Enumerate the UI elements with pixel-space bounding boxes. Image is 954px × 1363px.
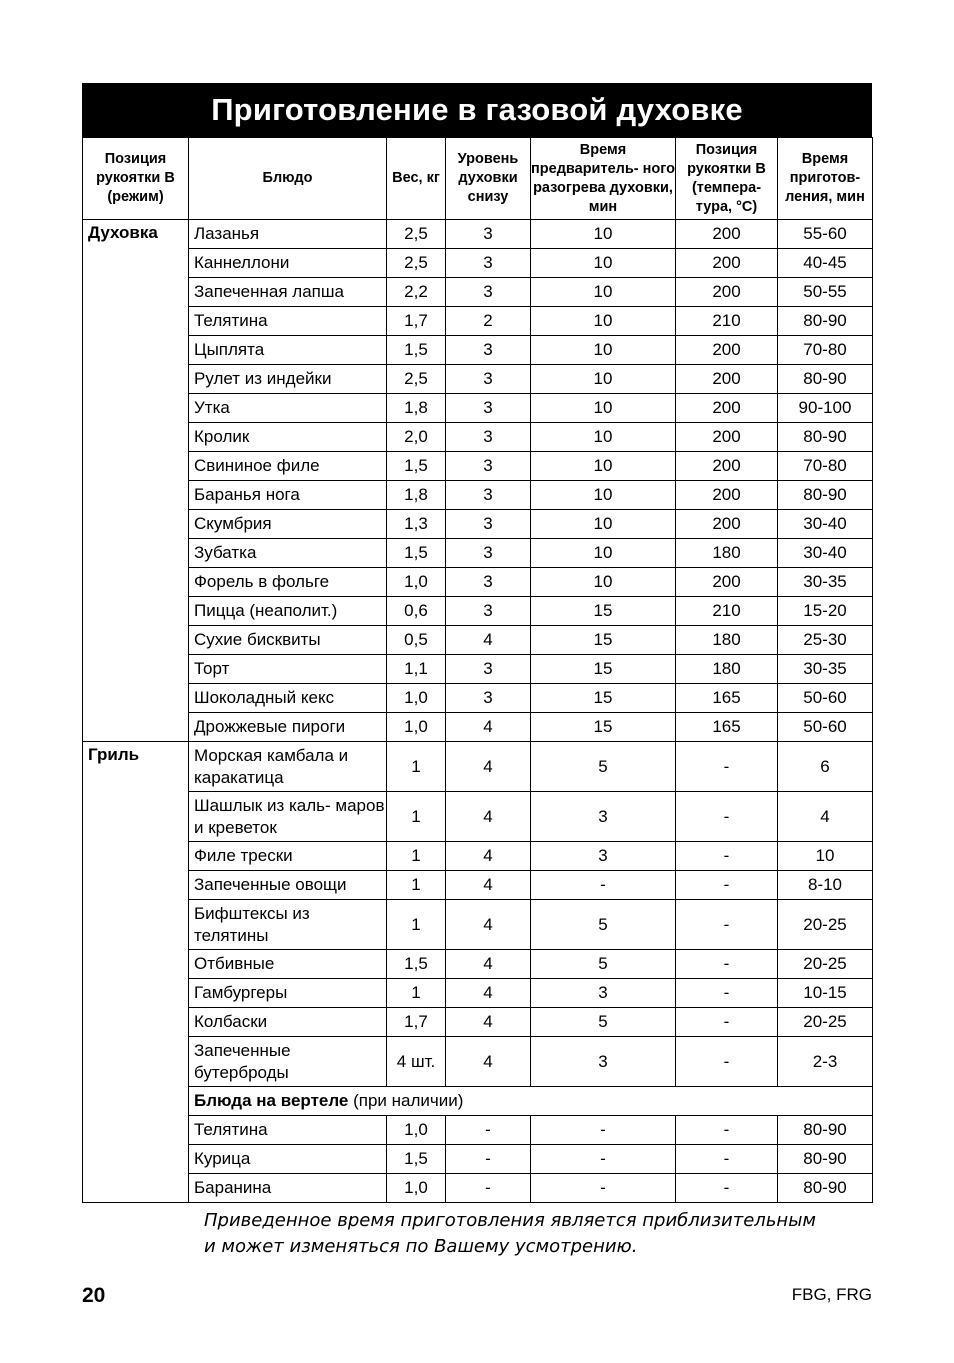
preheat-cell: 10 (531, 307, 676, 336)
preheat-cell: 10 (531, 278, 676, 307)
temp-cell: - (676, 1174, 778, 1203)
cook-cell: 20-25 (778, 900, 873, 950)
spit-heading-note: (при наличии) (348, 1091, 464, 1110)
footnote-line-2: и может изменяться по Вашему усмотрению. (204, 1236, 638, 1257)
preheat-cell: 10 (531, 336, 676, 365)
preheat-cell: 5 (531, 950, 676, 979)
spit-heading (189, 1087, 873, 1116)
header-row (83, 138, 873, 220)
preheat-cell: 10 (531, 365, 676, 394)
dish-cell: Шашлык из каль- маров и креветок (189, 792, 387, 842)
temp-cell: 200 (676, 336, 778, 365)
preheat-cell: 15 (531, 684, 676, 713)
table-row (83, 950, 873, 979)
cook-cell: 80-90 (778, 365, 873, 394)
table-row (83, 1008, 873, 1037)
preheat-cell: 5 (531, 1008, 676, 1037)
cook-cell: 80-90 (778, 307, 873, 336)
table-row (83, 684, 873, 713)
spit-heading-row (83, 1087, 873, 1116)
weight-cell: 1 (387, 742, 446, 792)
temp-cell: 165 (676, 713, 778, 742)
temp-cell: - (676, 842, 778, 871)
weight-cell: 1,5 (387, 452, 446, 481)
temp-cell: - (676, 792, 778, 842)
header-weight: Вес, кг (387, 138, 446, 220)
temp-cell: 180 (676, 626, 778, 655)
cook-cell: 80-90 (778, 423, 873, 452)
cook-cell: 10-15 (778, 979, 873, 1008)
temp-cell: - (676, 979, 778, 1008)
preheat-cell: 15 (531, 655, 676, 684)
weight-cell: 1 (387, 871, 446, 900)
table-row (83, 336, 873, 365)
preheat-cell: - (531, 1145, 676, 1174)
table-row (83, 1174, 873, 1203)
table-row (83, 626, 873, 655)
level-cell: 3 (446, 655, 531, 684)
level-cell: 3 (446, 481, 531, 510)
dish-cell: Запеченная лапша (189, 278, 387, 307)
level-cell: 3 (446, 220, 531, 249)
level-cell: - (446, 1145, 531, 1174)
level-cell: 3 (446, 452, 531, 481)
level-cell: 4 (446, 979, 531, 1008)
temp-cell: - (676, 1116, 778, 1145)
cook-cell: 80-90 (778, 1174, 873, 1203)
level-cell: 3 (446, 423, 531, 452)
preheat-cell: 10 (531, 481, 676, 510)
dish-cell: Баранья нога (189, 481, 387, 510)
table-row (83, 481, 873, 510)
spit-heading-label: Блюда на вертеле (194, 1091, 349, 1110)
level-cell: 3 (446, 249, 531, 278)
preheat-cell: 15 (531, 597, 676, 626)
level-cell: - (446, 1116, 531, 1145)
cook-cell: 50-60 (778, 713, 873, 742)
table-row (83, 278, 873, 307)
weight-cell: 2,5 (387, 249, 446, 278)
weight-cell: 1,8 (387, 394, 446, 423)
cook-cell: 2-3 (778, 1037, 873, 1087)
table-row (83, 1116, 873, 1145)
preheat-cell: 10 (531, 539, 676, 568)
preheat-cell: 15 (531, 626, 676, 655)
level-cell: 3 (446, 336, 531, 365)
dish-cell: Колбаски (189, 1008, 387, 1037)
preheat-cell: 15 (531, 713, 676, 742)
temp-cell: - (676, 950, 778, 979)
cook-cell: 20-25 (778, 950, 873, 979)
table-row (83, 742, 873, 792)
table-row (83, 655, 873, 684)
mode-grill: Гриль (83, 742, 189, 1203)
preheat-cell: 5 (531, 900, 676, 950)
weight-cell: 1,1 (387, 655, 446, 684)
dish-cell: Кролик (189, 423, 387, 452)
temp-cell: 200 (676, 278, 778, 307)
dish-cell: Торт (189, 655, 387, 684)
preheat-cell: 10 (531, 568, 676, 597)
weight-cell: 1 (387, 979, 446, 1008)
cook-cell: 90-100 (778, 394, 873, 423)
table-row (83, 307, 873, 336)
cook-cell: 80-90 (778, 1116, 873, 1145)
weight-cell: 2,5 (387, 365, 446, 394)
temp-cell: 200 (676, 220, 778, 249)
cook-cell: 4 (778, 792, 873, 842)
cook-cell: 30-40 (778, 510, 873, 539)
header-dish: Блюдо (189, 138, 387, 220)
weight-cell: 1,7 (387, 1008, 446, 1037)
table-row (83, 1145, 873, 1174)
weight-cell: 2,5 (387, 220, 446, 249)
temp-cell: 200 (676, 394, 778, 423)
temp-cell: - (676, 900, 778, 950)
table-row (83, 871, 873, 900)
cook-cell: 15-20 (778, 597, 873, 626)
weight-cell: 1 (387, 792, 446, 842)
mode-oven: Духовка (83, 220, 189, 742)
cook-cell: 70-80 (778, 452, 873, 481)
weight-cell: 4 шт. (387, 1037, 446, 1087)
preheat-cell: 3 (531, 792, 676, 842)
dish-cell: Скумбрия (189, 510, 387, 539)
header-preheat: Время предваритель- ного разогрева духовки, мин (531, 138, 676, 220)
dish-cell: Морская камбала и каракатица (189, 742, 387, 792)
table-row (83, 597, 873, 626)
weight-cell: 1,0 (387, 1116, 446, 1145)
weight-cell: 2,2 (387, 278, 446, 307)
level-cell: 3 (446, 684, 531, 713)
cook-cell: 6 (778, 742, 873, 792)
dish-cell: Телятина (189, 1116, 387, 1145)
page-number: 20 (82, 1284, 106, 1307)
level-cell: 3 (446, 539, 531, 568)
weight-cell: 2,0 (387, 423, 446, 452)
table-row (83, 713, 873, 742)
level-cell: 4 (446, 792, 531, 842)
preheat-cell: 3 (531, 979, 676, 1008)
preheat-cell: 10 (531, 510, 676, 539)
level-cell: 4 (446, 626, 531, 655)
table-row (83, 842, 873, 871)
temp-cell: 200 (676, 481, 778, 510)
level-cell: 3 (446, 597, 531, 626)
cook-cell: 30-35 (778, 655, 873, 684)
table-row (83, 1037, 873, 1087)
level-cell: 4 (446, 871, 531, 900)
dish-cell: Запеченные овощи (189, 871, 387, 900)
dish-cell: Курица (189, 1145, 387, 1174)
table-row (83, 249, 873, 278)
weight-cell: 1,0 (387, 684, 446, 713)
level-cell: 4 (446, 900, 531, 950)
cook-cell: 55-60 (778, 220, 873, 249)
dish-cell: Запеченные бутерброды (189, 1037, 387, 1087)
cooking-table (82, 137, 873, 1203)
cook-cell: 70-80 (778, 336, 873, 365)
preheat-cell: 10 (531, 220, 676, 249)
footnote (204, 1208, 816, 1260)
temp-cell: 200 (676, 452, 778, 481)
cook-cell: 25-30 (778, 626, 873, 655)
dish-cell: Пицца (неаполит.) (189, 597, 387, 626)
table-row (83, 423, 873, 452)
table-row (83, 539, 873, 568)
preheat-cell: 10 (531, 394, 676, 423)
preheat-cell: 10 (531, 423, 676, 452)
level-cell: 4 (446, 1037, 531, 1087)
table-row (83, 394, 873, 423)
header-level: Уровень духовки снизу (446, 138, 531, 220)
temp-cell: - (676, 871, 778, 900)
preheat-cell: 10 (531, 249, 676, 278)
temp-cell: 210 (676, 597, 778, 626)
temp-cell: 165 (676, 684, 778, 713)
cook-cell: 8-10 (778, 871, 873, 900)
level-cell: 4 (446, 842, 531, 871)
cook-cell: 80-90 (778, 1145, 873, 1174)
dish-cell: Лазанья (189, 220, 387, 249)
dish-cell: Рулет из индейки (189, 365, 387, 394)
table-row (83, 220, 873, 249)
weight-cell: 1,5 (387, 336, 446, 365)
dish-cell: Отбивные (189, 950, 387, 979)
dish-cell: Бифштексы из телятины (189, 900, 387, 950)
table-row (83, 568, 873, 597)
dish-cell: Баранина (189, 1174, 387, 1203)
temp-cell: - (676, 1008, 778, 1037)
preheat-cell: 3 (531, 842, 676, 871)
temp-cell: - (676, 1037, 778, 1087)
preheat-cell: - (531, 1174, 676, 1203)
level-cell: 3 (446, 510, 531, 539)
temp-cell: 200 (676, 249, 778, 278)
dish-cell: Филе трески (189, 842, 387, 871)
weight-cell: 0,6 (387, 597, 446, 626)
table-row (83, 510, 873, 539)
preheat-cell: 5 (531, 742, 676, 792)
dish-cell: Сухие бисквиты (189, 626, 387, 655)
preheat-cell: - (531, 871, 676, 900)
header-temp: Позиция рукоятки В (темпера- тура, °С) (676, 138, 778, 220)
dish-cell: Цыплята (189, 336, 387, 365)
table-title: Приготовление в газовой духовке (82, 83, 872, 137)
weight-cell: 1,0 (387, 713, 446, 742)
dish-cell: Утка (189, 394, 387, 423)
dish-cell: Зубатка (189, 539, 387, 568)
table-row (83, 792, 873, 842)
temp-cell: 180 (676, 655, 778, 684)
dish-cell: Шоколадный кекс (189, 684, 387, 713)
temp-cell: 200 (676, 510, 778, 539)
weight-cell: 1,3 (387, 510, 446, 539)
weight-cell: 1,5 (387, 539, 446, 568)
preheat-cell: 10 (531, 452, 676, 481)
weight-cell: 1,0 (387, 568, 446, 597)
table-row (83, 900, 873, 950)
dish-cell: Гамбургеры (189, 979, 387, 1008)
temp-cell: 200 (676, 423, 778, 452)
dish-cell: Форель в фольге (189, 568, 387, 597)
header-cook-time: Время приготов- ления, мин (778, 138, 873, 220)
level-cell: 4 (446, 742, 531, 792)
cook-cell: 40-45 (778, 249, 873, 278)
level-cell: 3 (446, 278, 531, 307)
cook-cell: 50-60 (778, 684, 873, 713)
level-cell: - (446, 1174, 531, 1203)
weight-cell: 1,5 (387, 1145, 446, 1174)
temp-cell: - (676, 742, 778, 792)
level-cell: 4 (446, 1008, 531, 1037)
model-label: FBG, FRG (791, 1285, 872, 1304)
temp-cell: - (676, 1145, 778, 1174)
dish-cell: Каннеллони (189, 249, 387, 278)
temp-cell: 180 (676, 539, 778, 568)
level-cell: 4 (446, 713, 531, 742)
dish-cell: Дрожжевые пироги (189, 713, 387, 742)
weight-cell: 1,7 (387, 307, 446, 336)
weight-cell: 1,0 (387, 1174, 446, 1203)
cook-cell: 30-40 (778, 539, 873, 568)
weight-cell: 1 (387, 900, 446, 950)
weight-cell: 1,5 (387, 950, 446, 979)
cook-cell: 10 (778, 842, 873, 871)
level-cell: 3 (446, 568, 531, 597)
level-cell: 3 (446, 394, 531, 423)
weight-cell: 1,8 (387, 481, 446, 510)
weight-cell: 0,5 (387, 626, 446, 655)
cook-cell: 80-90 (778, 481, 873, 510)
level-cell: 2 (446, 307, 531, 336)
footnote-line-1: Приведенное время приготовления является приблизительным (204, 1210, 816, 1231)
header-position: Позиция рукоятки В (режим) (83, 138, 189, 220)
table-row (83, 979, 873, 1008)
table-row (83, 452, 873, 481)
dish-cell: Свининое филе (189, 452, 387, 481)
weight-cell: 1 (387, 842, 446, 871)
table-row (83, 365, 873, 394)
temp-cell: 200 (676, 568, 778, 597)
temp-cell: 210 (676, 307, 778, 336)
level-cell: 4 (446, 950, 531, 979)
preheat-cell: 3 (531, 1037, 676, 1087)
temp-cell: 200 (676, 365, 778, 394)
cook-cell: 30-35 (778, 568, 873, 597)
preheat-cell: - (531, 1116, 676, 1145)
level-cell: 3 (446, 365, 531, 394)
cook-cell: 20-25 (778, 1008, 873, 1037)
dish-cell: Телятина (189, 307, 387, 336)
cook-cell: 50-55 (778, 278, 873, 307)
